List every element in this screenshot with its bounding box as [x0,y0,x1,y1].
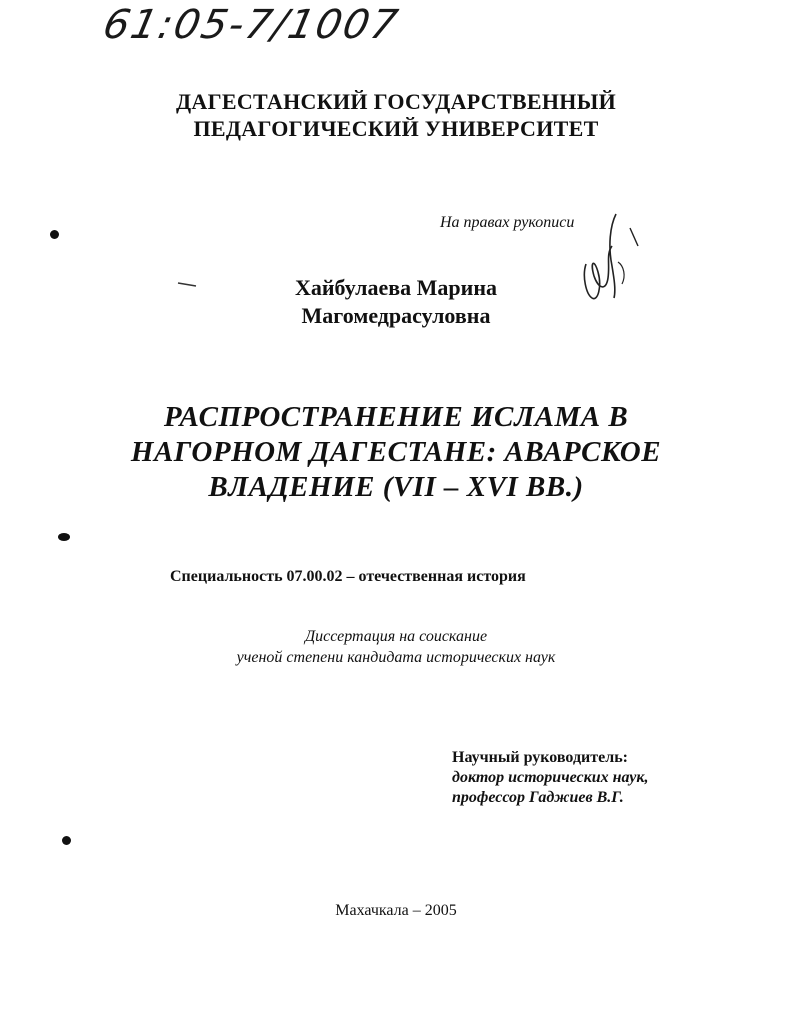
advisor-block [452,748,648,808]
advisor-label: Научный руководитель: [452,749,628,766]
author-line-2: Магомедрасуловна [301,303,491,328]
author-line-1: Хайбулаева Марина [294,275,498,300]
advisor-name: профессор Гаджиев В.Г. [452,789,624,806]
scan-bullet [62,836,71,845]
university-header [0,88,792,142]
catalog-number: 61:05-7/1007 [99,2,404,48]
university-line-1: ДАГЕСТАНСКИЙ ГОСУДАРСТВЕННЫЙ [175,89,617,114]
university-line-2: ПЕДАГОГИЧЕСКИЙ УНИВЕРСИТЕТ [193,116,599,141]
scan-bullet [50,230,59,239]
author-name [0,274,792,330]
dissertation-description [0,626,792,668]
place-year: Махачкала – 2005 [335,902,457,919]
specialty: Специальность 07.00.02 – отечественная история [170,568,526,585]
title-line-1: РАСПРОСТРАНЕНИЕ ИСЛАМА В [163,401,629,433]
advisor-degree: доктор исторических наук, [452,769,649,786]
title-line-2: НАГОРНОМ ДАГЕСТАНЕ: АВАРСКОЕ [130,436,662,468]
scan-bullet [58,533,70,541]
description-line-2: ученой степени кандидата исторических наук [236,649,556,666]
manuscript-note: На правах рукописи [440,214,575,231]
title-line-3: ВЛАДЕНИЕ (VII – XVI ВВ.) [208,471,584,503]
description-line-1: Диссертация на соискание [304,628,488,645]
dissertation-title [0,400,792,505]
